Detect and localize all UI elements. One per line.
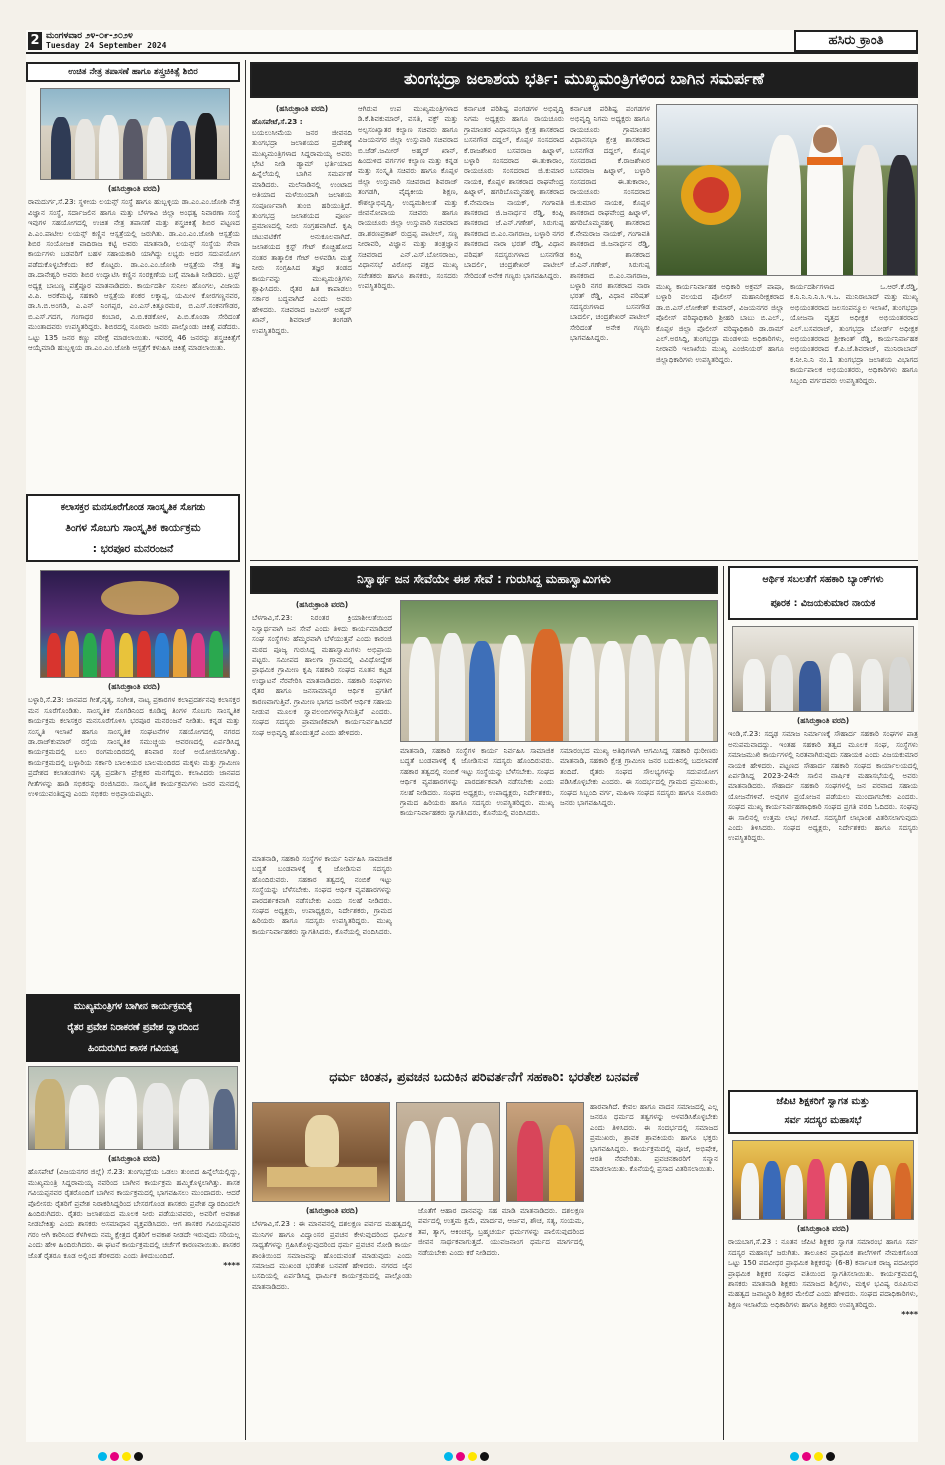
main-headline: ತುಂಗಭದ್ರಾ ಜಲಾಶಯ ಭರ್ತಿ: ಮುಖ್ಯಮಂತ್ರಿಗಳಿಂದ ಬಾಗಿನ ಸಮರ್ಪಣೆ (250, 62, 918, 98)
main-body-col1: (ಹಸಿರುಕ್ರಾಂತಿ ವರದಿ) ಹೊಸಪೇಟೆ,ಸೆ.23 : ಬಯಲುಸೀಮೆಯ ಜನರ ಜೀವನದಿ ತುಂಗಭದ್ರಾ ಜಲಾಶಯದ ಪ್ರದೇಶಕ್ಕೆ ಮುಖ್ಯಮಂತ್ರಿಗಳಾದ ಸಿದ್ದರಾಮಯ್ಯ ಅವರು ಭೇಟಿ ನೀಡಿ ಡ್ಯಾಮ್ ಭರ್ತಿಯಾದ ಹಿನ್ನೆಲೆಯಲ್ಲಿ ಬಾಗಿನ ಸಮರ್ಪಣೆ ಮಾಡಿದರು. ಮಲೆನಾಡಿನಲ್ಲಿ ಉಂಟಾದ ಅತಿಯಾದ ಮಳೆಯಿಂದಾಗಿ ಜಲಾಶಯ ಸಂಪೂರ್ಣವಾಗಿ ತುಂಬಿ ಹರಿಯುತ್ತಿದೆ. ತುಂಗಭದ್ರ ಜಲಾಶಯದ ಪೂರ್ಣ ಪ್ರಮಾಣದಲ್ಲಿ ನೀರು ಸಂಗ್ರಹವಾಗಿದೆ. ಕೃಷಿ ಚಟುವಟಿಕೆಗೆ ಅನುಕೂಲವಾಗಿದೆ. ಜಲಾಶಯದ ಕ್ರಸ್ಟ್ ಗೇಟ್ ಕೊಚ್ಚಿಹೋದ ನಂತರ ತಾತ್ಕಾಲಿಕ ಗೇಟ್ ಅಳವಡಿಸಿ ಮತ್ತೆ ನೀರು ಸಂಗ್ರಹಿಸಿದ ತಜ್ಞರ ತಂಡದ ಕಾರ್ಯವನ್ನು ಮುಖ್ಯಮಂತ್ರಿಗಳು ಶ್ಲಾಘಿಸಿದರು. ರೈತರ ಹಿತ ಕಾಪಾಡಲು ಸರ್ಕಾರ ಬದ್ಧವಾಗಿದೆ ಎಂದು ಅವರು ಹೇಳಿದರು. ಸಚಿವರಾದ ಜಮೀರ್ ಅಹ್ಮದ್ ಖಾನ್, ಶಿವರಾಜ್ ತಂಗಡಗಿ ಉಪಸ್ಥಿತರಿದ್ದರು. (252, 104, 352, 335)
dharma-body-col3: ಹಾರವಾಗಿದೆ. ಕೇವಲ ಹಾಗೂ ವಾದನ ಸಮಾಜದಲ್ಲಿ ಎಲ್ಲ ಜನರೂ ಧರ್ಮದ ತತ್ವಗಳನ್ನು ಅಳವಡಿಸಿಕೊಳ್ಳಬೇಕು ಎಂದು ತಿಳಿಸಿದರು. ಈ ಸಂದರ್ಭದಲ್ಲಿ ಸಮಾಜದ ಪ್ರಮುಖರು, ಶ್ರಾವಕ ಶ್ರಾವಕಿಯರು ಹಾಗೂ ಭಕ್ತರು ಭಾಗವಹಿಸಿದ್ದರು. ಕಾರ್ಯಕ್ರಮದಲ್ಲಿ ಪೂಜೆ, ಅಭಿಷೇಕ, ಆರತಿ ನೆರವೇರಿತು. ಪ್ರವಚನಕಾರರಿಗೆ ಸನ್ಮಾನ ಮಾಡಲಾಯಿತು. ಕೊನೆಯಲ್ಲಿ ಪ್ರಸಾದ ವಿತರಿಸಲಾಯಿತು. (590, 1102, 718, 1174)
bank-meeting-photo (732, 626, 914, 712)
dharma-photo-right (506, 1102, 584, 1202)
dharma-photo-left (252, 1102, 390, 1202)
eye-camp-headline: ಉಚಿತ ನೇತ್ರ ತಪಾಸಣೆ ಹಾಗೂ ಶಸ್ತ್ರಚಿಕಿತ್ಸೆ ಶಿಬಿರ (26, 62, 240, 82)
dharma-body-col2: ಜೊತೆಗೆ ಆಹಾರ ದಾನವನ್ನು ಸಹ ಮಾಡಿ ಮಾತನಾಡಿದರು. ದಶಲಕ್ಷಣ ಪರ್ವದಲ್ಲಿ ಉತ್ತಮ ಕ್ಷಮೆ, ಮಾರ್ದವ, ಆರ್ಜವ, ಶೌಚ, ಸತ್ಯ, ಸಂಯಮ, ತಪ, ತ್ಯಾಗ, ಆಕಿಂಚನ್ಯ, ಬ್ರಹ್ಮಚರ್ಯ ಧರ್ಮಗಳನ್ನು ಪಾಲಿಸುವುದರಿಂದ ಜೀವನ ಸಾರ್ಥಕವಾಗುತ್ತದೆ. ಯುವಜನಾಂಗ ಧರ್ಮದ ಮಾರ್ಗದಲ್ಲಿ ನಡೆಯಬೇಕು ಎಂದು ಕರೆ ನೀಡಿದರು. (418, 1206, 584, 1257)
main-body-col4: ಮುಖ್ಯ ಕಾರ್ಯನಿರ್ವಾಹಕ ಅಧಿಕಾರಿ ಅಕ್ರಮ್ ಪಾಷಾ, ಬಳ್ಳಾರಿ ವಲಯದ ಪೊಲೀಸ್ ಮಹಾನಿರೀಕ್ಷಕರಾದ ಡಾ.ಬಿ.ಎಸ್.ಲೋಕೇಶ್ ಕುಮಾರ್, ವಿಜಯನಗರ ಜಿಲ್ಲಾ ಪೊಲೀಸ್ ವರಿಷ್ಠಾಧಿಕಾರಿ ಶ್ರೀಹರಿ ಬಾಬು ಬಿ.ಎಲ್., ಕೊಪ್ಪಳ ಜಿಲ್ಲಾ ಪೊಲೀಸ್ ವರಿಷ್ಠಾಧಿಕಾರಿ ಡಾ.ರಾಮ್ ಎಲ್.ಅರಸಿದ್ದಿ, ತುಂಗಭದ್ರಾ ಮಂಡಳಿಯ ಅಧಿಕಾರಿಗಳು, ನೀರಾವರಿ ಇಲಾಖೆಯ ಮುಖ್ಯ ಎಂಜಿನಿಯರ್ ಹಾಗೂ ಜಿಲ್ಲಾಧಿಕಾರಿಗಳು ಉಪಸ್ಥಿತರಿದ್ದರು. (656, 282, 784, 364)
paper-name: ಹಸಿರು ಕ್ರಾಂತಿ (794, 30, 918, 52)
cm-bagina-body: (ಹಸಿರುಕ್ರಾಂತಿ ವರದಿ) ಹೊಸಪೇಟೆ (ವಿಜಯನಗರ ಜಿಲ್ಲೆ) ಸೆ.23: ತುಂಗಭದ್ರೆಯ ಒಡಲು ತುಂಬಿದ ಹಿನ್ನೆಲೆಯಲ್ಲಿದ್ದು, ಮುಖ್ಯಮಂತ್ರಿ ಸಿದ್ದರಾಮಯ್ಯ ನವರಿಂದ ಬಾಗೀನ ಕಾರ್ಯಕ್ರಮ ಹಮ್ಮಿಕೊಳ್ಳಲಾಗಿತ್ತು. ಶಾಸಕ ಗವಿಯಪ್ಪನವರ ರೈತರೊಂದಿಗೆ ಬಾಗೀನ ಕಾರ್ಯಕ್ರಮದಲ್ಲಿ ಭಾಗವಹಿಸಲು ಮುಂದಾದರು. ಆದರೆ ಪೊಲೀಸರು ರೈತರಿಗೆ ಪ್ರವೇಶ ನಿರಾಕರಿಸಿದ್ದರಿಂದ ಬೇಸರಗೊಂಡ ಶಾಸಕರು ಪ್ರವೇಶ ದ್ವಾರದಿಂದಲೇ ಹಿಂದಿರುಗಿದರು. ರೈತರು ಜಲಾಶಯದ ಮೂಲಕ ನೀರು ಪಡೆಯುವವರು, ಅವರಿಗೆ ಅವಕಾಶ ನೀಡಬೇಕಿತ್ತು ಎಂದು ಶಾಸಕರು ಅಸಮಾಧಾನ ವ್ಯಕ್ತಪಡಿಸಿದರು. ಆಗ ಶಾಸಕರ ಗವಿಯಪ್ಪನವರ ಗರಂ ಆಗಿ ಕಾರಿನಿಂದ ಕೆಳಗಿಳಿದು ನಮ್ಮ ಕ್ಷೇತ್ರದ ರೈತರಿಗೆ ಅವಕಾಶ ನೀಡದೇ ಇರುವುದು ಸರಿಯಲ್ಲ ಎಂದು ಹೇಳಿ ಹಿಂದಿರುಗಿದರು. ಈ ಘಟನೆ ಕಾರ್ಯಕ್ರಮದಲ್ಲಿ ಚರ್ಚೆಗೆ ಕಾರಣವಾಯಿತು. ಶಾಸಕರ ಜೊತೆ ರೈತರೂ ಕೂಡ ಅಲ್ಲಿಂದ ತೆರಳಿದರು ಎಂದು ತಿಳಿದುಬಂದಿದೆ. **** (28, 1154, 240, 1271)
dharma-photo-mid (396, 1102, 500, 1202)
teachers-stage-photo (732, 1140, 914, 1220)
seer-headline: ನಿಸ್ವಾರ್ಥ ಜನ ಸೇವೆಯೇ ಈಶ ಸೇವೆ : ಗುರುಸಿದ್ದ ಮಹಾಸ್ವಾಮಿಗಳು (250, 566, 718, 594)
section-rule (250, 560, 918, 561)
culture-headline: ಕಲಾಸಕ್ತರ ಮನಸೂರೆಗೊಂಡ ಸಾಂಸ್ಕೃತಿಕ ಸೊಗಡು ತಿಂಗಳ ಸೊಬಗು ಸಾಂಸ್ಕೃತಿಕ ಕಾರ್ಯಕ್ರಮ : ಭರಪೂರ ಮನರಂಜನೆ (26, 494, 240, 562)
seer-group-photo (400, 600, 718, 742)
main-body-col2: ಆಗಿರುವ ಉಪ ಮುಖ್ಯಮಂತ್ರಿಗಳಾದ ಡಿ.ಕೆ.ಶಿವಕುಮಾರ್, ವಸತಿ, ವಕ್ಫ್ ಮತ್ತು ಅಲ್ಪಸಂಖ್ಯಾತರ ಕಲ್ಯಾಣ ಸಚಿವರು ಹಾಗೂ ವಿಜಯನಗರ ಜಿಲ್ಲಾ ಉಸ್ತುವಾರಿ ಸಚಿವರಾದ ಬಿ.ಜೆಡ್.ಜಮೀರ್ ಅಹ್ಮದ್ ಖಾನ್, ಹಿಂದುಳಿದ ವರ್ಗಗಳ ಕಲ್ಯಾಣ ಮತ್ತು ಕನ್ನಡ ಮತ್ತು ಸಂಸ್ಕೃತಿ ಸಚಿವರು ಹಾಗೂ ಕೊಪ್ಪಳ ಜಿಲ್ಲಾ ಉಸ್ತುವಾರಿ ಸಚಿವರಾದ ಶಿವರಾಜ್ ತಂಗಡಗಿ, ವೈದ್ಯಕೀಯ ಶಿಕ್ಷಣ, ಕೌಶಲ್ಯಾಭಿವೃದ್ಧಿ, ಉದ್ಯಮಶೀಲತೆ ಮತ್ತು ಜೀವನೋಪಾಯ ಸಚಿವರು ಹಾಗೂ ರಾಯಚೂರು ಜಿಲ್ಲಾ ಉಸ್ತುವಾರಿ ಸಚಿವರಾದ ಡಾ.ಶರಣಪ್ರಕಾಶ್ ರುದ್ರಪ್ಪ ಪಾಟೀಲ್, ಸಣ್ಣ ನೀರಾವರಿ, ವಿಜ್ಞಾನ ಮತ್ತು ತಂತ್ರಜ್ಞಾನ ಸಚಿವರಾದ ಎನ್.ಎಸ್.ಬೋಸರಾಜು, ವಿಧಾನಸಭೆ ವಿರೋಧ ಪಕ್ಷದ ಮುಖ್ಯ ಸಚೇತಕರು ಹಾಗೂ ಶಾಸಕರು, ಸಂಸದರು ಉಪಸ್ಥಿತರಿದ್ದರು. (358, 104, 458, 290)
cm-bagina-headline: ಮುಖ್ಯಮಂತ್ರಿಗಳ ಬಾಗೀನ ಕಾರ್ಯಕ್ರಮಕ್ಕೆ ರೈತರ ಪ್ರವೇಶ ನಿರಾಕರಣೆ ಪ್ರವೇಶ ದ್ವಾರದಿಂದ ಹಿಂದುರುಗಿದ ಶಾಸಕ ಗವಿಯಪ್ಪ (26, 994, 240, 1062)
seer-body-col2: ಮಾತನಾಡಿ, ಸಹಕಾರಿ ಸಂಸ್ಥೆಗಳ ಕಾರ್ಯ ನಿರ್ವಹಿಸಿ ಸಾಮಾಜಿಕ ಬದ್ಧತೆ ಬಂಡವಾಳಕ್ಕೆ ಕೈ ಜೋಡಿಸುವ ಸದಸ್ಯರು ಹೊಂದಿರುವರು. ಸಹಕಾರ ತತ್ವದಲ್ಲಿ ನಂಬಿಕೆ ಇಟ್ಟು ಸಂಸ್ಥೆಯನ್ನು ಬೆಳೆಸಬೇಕು. ಸಂಘದ ಆರ್ಥಿಕ ವ್ಯವಹಾರಗಳನ್ನು ಪಾರದರ್ಶಕವಾಗಿ ನಡೆಸಬೇಕು ಎಂದು ಸಲಹೆ ನೀಡಿದರು. ಸಂಘದ ಅಧ್ಯಕ್ಷರು, ಉಪಾಧ್ಯಕ್ಷರು, ನಿರ್ದೇಶಕರು, ಗ್ರಾಮದ ಹಿರಿಯರು ಹಾಗೂ ಸದಸ್ಯರು ಉಪಸ್ಥಿತರಿದ್ದರು. ಮುಖ್ಯ ಕಾರ್ಯನಿರ್ವಾಹಕರು ಸ್ವಾಗತಿಸಿದರು, ಕೊನೆಯಲ್ಲಿ ವಂದಿಸಿದರು. (400, 746, 554, 818)
main-body-col5: ಕಾರ್ಯದರ್ಶಿಗಳಾದ ಒ.ಆರ್.ಕೆ.ರೆಡ್ಡಿ, ಕ.ನಿ.ನಿ.ನಿ.ನಿ.ಸಿ.ಇ.ಒ. ಮುನಿರಾಬಾದ್ ಮತ್ತು ಮುಖ್ಯ ಅಭಿಯಂತರರಾದ ಜಲಸಂಪನ್ಮೂಲ ಇಲಾಖೆ, ತುಂಗಭದ್ರಾ ಯೋಜನಾ ವೃತ್ತದ ಅಧೀಕ್ಷಕ ಅಭಿಯಂತರರಾದ ಎಲ್.ಬಸವರಾಜ್, ತುಂಗಭದ್ರಾ ಬೋರ್ಡ್ ಅಧೀಕ್ಷಕ ಅಭಿಯಂತರರಾದ ಶ್ರೀಕಾಂತ್ ರೆಡ್ಡಿ, ಕಾರ್ಯನಿರ್ವಾಹಕ ಅಭಿಯಂತರರಾದ ಕೆ.ಪಿ.ಜೆ.ಶಿವರಾಜ್, ಮುನಿರಾಬಾದ್ ಕ.ನೀ.ನಿ.ನಿ ನಂ.1 ತುಂಗಭದ್ರಾ ಜಲಾಶಯ ವಿಭಾಗದ ಕಾರ್ಯಪಾಲಕ ಅಭಿಯಂತರರು, ಅಧಿಕಾರಿಗಳು ಹಾಗೂ ಸಿಬ್ಬಂದಿ ವರ್ಗದವರು ಉಪಸ್ಥಿತರಿದ್ದರು. (790, 282, 918, 385)
culture-body: (ಹಸಿರುಕ್ರಾಂತಿ ವರದಿ) ಬಳ್ಳಾರಿ,ಸೆ.23: ಜಾನಪದ ಗೀತೆ,ನೃತ್ಯ, ಸಂಗೀತ, ನಾಟ್ಯ ಪ್ರಕಾರಗಳ ಕಲಾಪ್ರದರ್ಶನವು ಕಲಾಸಕ್ತರ ಮನ ಸೂರೆಗೊಂಡಿತು. ಸಾಂಸ್ಕೃತಿಕ ಸೊಗಡಿನಿಂದ ಕೂಡಿದ್ದ ತಿಂಗಳ ಸೊಬಗು ಸಾಂಸ್ಕೃತಿಕ ಕಾರ್ಯಕ್ರಮ ಕಲಾಸಕ್ತರ ಮನಸೂರೆಗೊಳಿಸಿ ಭರಪೂರ ಮನರಂಜನೆ ನೀಡಿತು. ಕನ್ನಡ ಮತ್ತು ಸಂಸ್ಕೃತಿ ಇಲಾಖೆ ಹಾಗೂ ಸಾಂಸ್ಕೃತಿಕ ಸಂಘಟನೆಗಳ ಸಹಯೋಗದಲ್ಲಿ ನಗರದ ಡಾ.ರಾಜ್‍ಕುಮಾರ್ ರಸ್ತೆಯ ಸಾಂಸ್ಕೃತಿಕ ಸಮುಚ್ಚಯ ಆವರಣದಲ್ಲಿ ಏರ್ಪಡಿಸಿದ್ದ ಕಾರ್ಯಕ್ರಮದಲ್ಲಿ ಬಲು ರಂಗಮಂದಿರದಲ್ಲಿ ಶನಿವಾರ ಸಂಜೆ ಅಯೋಜಿಸಲಾಗಿತ್ತು. ಕಾರ್ಯಕ್ರಮದಲ್ಲಿ ಬಳ್ಳಾರಿಯ ಸರ್ಕಾರಿ ಬಾಲಕಿಯರ ಬಾಲಮಂದಿರದ ಮಕ್ಕಳು ಮತ್ತು ಗ್ರಾಮೀಣ ಪ್ರದೇಶದ ಕಲಾತಂಡಗಳು ನೃತ್ಯ ಪ್ರದರ್ಶಿಸಿ ಪ್ರೇಕ್ಷಕರ ಮನಗೆದ್ದರು. ಕಲಾವಿದರು ಜಾನಪದ ಗೀತೆಗಳನ್ನು ಹಾಡಿ ಸಭಿಕರನ್ನು ರಂಜಿಸಿದರು. ಸಾಂಸ್ಕೃತಿಕ ಕಾರ್ಯಕ್ರಮಗಳು ಜನರ ಮನದಲ್ಲಿ ಉಳಿಯುವಂತಿದ್ದವು ಎಂದು ಸಭಿಕರು ಅಭಿಪ್ರಾಯಪಟ್ಟರು. (28, 682, 240, 799)
dance-stage-photo (40, 570, 230, 678)
newspaper-page (26, 30, 918, 1442)
date-kannada: ಮಂಗಳವಾರ ೨೪-೦೯-೨೦೨೪ (46, 31, 133, 41)
page-number: 2 (28, 32, 42, 50)
seer-body-col1: (ಹಸಿರುಕ್ರಾಂತಿ ವರದಿ) ಬೆಳಗಾವಿ,ಸೆ.23: ನಿರಂತರ ಕ್ರಿಯಾಶೀಲತೆಯಿಂದ ನಿಸ್ವಾರ್ಥವಾಗಿ ಜನ ಸೇವೆ ಎಂದು ತಿಳಿದು ಕಾರ್ಯಮಾಡಿದರೆ ಸಂಘ ಸಂಸ್ಥೆಗಳು ಹೆಮ್ಮರವಾಗಿ ಬೆಳೆಯುತ್ತವೆ ಎಂದು ಕಾರಂಜಿ ಮಠದ ಪೂಜ್ಯ ಗುರುಸಿದ್ದ ಮಹಾಸ್ವಾಮಿಗಳು ಅಭಿಪ್ರಾಯ ಪಟ್ಟರು. ಸಮೀಪದ ಹಾಲಗಾ ಗ್ರಾಮದಲ್ಲಿ ವಿವಿಧೋದ್ದೇಶ ಪ್ರಾಥಮಿಕ ಗ್ರಾಮೀಣ ಕೃಷಿ ಸಹಕಾರಿ ಸಂಘದ ನೂತನ ಕಟ್ಟಡ ಉದ್ಘಾಟನೆ ನೆರವೇರಿಸಿ ಮಾತನಾಡಿದರು. ಸಹಕಾರಿ ಸಂಘಗಳು ರೈತರ ಹಾಗೂ ಜನಸಾಮಾನ್ಯರ ಆರ್ಥಿಕ ಪ್ರಗತಿಗೆ ಕಾರಣವಾಗುತ್ತಿವೆ. ಗ್ರಾಮೀಣ ಭಾಗದ ಜನರಿಗೆ ಆರ್ಥಿಕ ಸಹಾಯ ನೀಡುವ ಮೂಲಕ ಸ್ವಾವಲಂಬಿಗಳನ್ನಾಗಿಸುತ್ತಿವೆ ಎಂದರು. ಸಂಘದ ಸದಸ್ಯರು ಪ್ರಾಮಾಣಿಕವಾಗಿ ಕಾರ್ಯನಿರ್ವಹಿಸಿದರೆ ಸಂಘ ಅಭಿವೃದ್ಧಿ ಹೊಂದುತ್ತದೆ ಎಂದು ಹೇಳಿದರು. (252, 600, 392, 737)
seer-body-col1b: ಮಾತನಾಡಿ, ಸಹಕಾರಿ ಸಂಸ್ಥೆಗಳ ಕಾರ್ಯ ನಿರ್ವಹಿಸಿ ಸಾಮಾಜಿಕ ಬದ್ಧತೆ ಬಂಡವಾಳಕ್ಕೆ ಕೈ ಜೋಡಿಸುವ ಸದಸ್ಯರು ಹೊಂದಿರುವರು. ಸಹಕಾರ ತತ್ವದಲ್ಲಿ ನಂಬಿಕೆ ಇಟ್ಟು ಸಂಸ್ಥೆಯನ್ನು ಬೆಳೆಸಬೇಕು. ಸಂಘದ ಆರ್ಥಿಕ ವ್ಯವಹಾರಗಳನ್ನು ಪಾರದರ್ಶಕವಾಗಿ ನಡೆಸಬೇಕು ಎಂದು ಸಲಹೆ ನೀಡಿದರು. ಸಂಘದ ಅಧ್ಯಕ್ಷರು, ಉಪಾಧ್ಯಕ್ಷರು, ನಿರ್ದೇಶಕರು, ಗ್ರಾಮದ ಹಿರಿಯರು ಹಾಗೂ ಸದಸ್ಯರು ಉಪಸ್ಥಿತರಿದ್ದರು. ಮುಖ್ಯ ಕಾರ್ಯನಿರ್ವಾಹಕರು ಸ್ವಾಗತಿಸಿದರು, ಕೊನೆಯಲ್ಲಿ ವಂದಿಸಿದರು. (252, 854, 392, 936)
registration-marks-right (790, 1446, 850, 1456)
right-column-rule (723, 566, 724, 1440)
bank-body: (ಹಸಿರುಕ್ರಾಂತಿ ವರದಿ) ಇಂಡಿ,ಸೆ.23: ಸದೃಢ ಸಮಾಜ ನಿರ್ಮಾಣಕ್ಕೆ ಸೌಹಾರ್ದ ಸಹಕಾರಿ ಸಂಘಗಳ ಪಾತ್ರ ಅನುಪಮವಾದದ್ದು. ಇಂತಹ ಸಹಕಾರಿ ತತ್ವದ ಮೂಲಕ ಸಂಘ, ಸಂಸ್ಥೆಗಳು ಸಮಾಜಮುಖಿ ಕಾರ್ಯಗಳಲ್ಲಿ ನಿರತವಾಗಿರುವುದು ಸಹಾಯಕ ಎಂದು ವಿಜಯಕುಮಾರ ನಾಯಕ ಹೇಳಿದರು. ಪಟ್ಟಣದ ಸೌಹಾರ್ದ ಸಹಕಾರಿ ಸಂಘದ ಕಾರ್ಯಾಲಯದಲ್ಲಿ ಏರ್ಪಡಿಸಿದ್ದ 2023-24ನೇ ಸಾಲಿನ ವಾರ್ಷಿಕ ಮಹಾಸಭೆಯಲ್ಲಿ ಅವರು ಮಾತನಾಡಿದರು. ಸೌಹಾರ್ದ ಸಹಕಾರಿ ಸಂಘಗಳಲ್ಲಿ ಜನ ಪರವಾದ ಸಹಾಯ ಯೋಜನೆಗಳಿವೆ. ಅವುಗಳ ಪ್ರಯೋಜನ ಪಡೆಯಲು ಮುಂದಾಗಬೇಕು ಎಂದರು. ಸಂಘದ ಮುಖ್ಯ ಕಾರ್ಯನಿರ್ವಹಣಾಧಿಕಾರಿ ಸಂಘದ ಪ್ರಗತಿ ವರದಿ ಓದಿದರು. ಸಂಘವು ಈ ಸಾಲಿನಲ್ಲಿ ಉತ್ತಮ ಲಾಭ ಗಳಿಸಿದೆ. ಸದಸ್ಯರಿಗೆ ಲಾಭಾಂಶ ವಿತರಿಸಲಾಗುವುದು ಎಂದು ತಿಳಿಸಿದರು. ಸಂಘದ ಅಧ್ಯಕ್ಷರು, ನಿರ್ದೇಶಕರು ಹಾಗೂ ಸದಸ್ಯರು ಉಪಸ್ಥಿತರಿದ್ದರು. (728, 716, 918, 843)
eye-camp-body: (ಹಸಿರುಕ್ರಾಂತಿ ವರದಿ) ರಾಮದುರ್ಗ,ಸೆ.23: ಸ್ಥಳೀಯ ಲಯನ್ಸ್ ಸಂಸ್ಥೆ ಹಾಗೂ ಹುಬ್ಬಳ್ಳಿಯ ಡಾ.ಎಂ.ಎಂ.ಜೋಶಿ ನೇತ್ರ ವಿಜ್ಞಾನ ಸಂಸ್ಥೆ, ಸರ್ದಾಜಲಿನ ಹಾಗೂ ಮತ್ತು ಬೆಳಗಾವಿ ಜಿಲ್ಲಾ ಅಂಧತ್ವ ನಿವಾರಣಾ ಸಂಸ್ಥೆ ಇವುಗಳ ಸಹಯೋಗದಲ್ಲಿ ಉಚಿತ ನೇತ್ರ ತಪಾಸಣೆ ಮತ್ತು ಶಸ್ತ್ರಚಿಕಿತ್ಸೆ ಶಿಬಿರ ಪಟ್ಟಣದ ಪಿ.ಎಂ.ಪಾಟೀಲ ಲಯನ್ಸ್ ಕಣ್ಣಿನ ಆಸ್ಪತ್ರೆಯಲ್ಲಿ ಜರುಗಿತು. ಡಾ.ಎಂ.ಎಂ.ಜೋಶಿ ಆಸ್ಪತ್ರೆಯ ಶಿಬಿರ ಸಂಯೋಜಕ ವಾದಿರಾಜ ಕಟ್ಟಿ ಅವರು ಮಾತನಾಡಿ, ಲಯನ್ಸ್ ಸಂಸ್ಥೆಯ ಸೇವಾ ಕಾರ್ಯಗಳು ಬಡವರಿಗೆ ಬಹಳ ಸಹಾಯಕಾರಿ ಯಾಗಿದ್ದು ಲಭ್ಯರು ಅದರ ಸದುಪಯೋಗ ಪಡೆದುಕೊಳ್ಳಬೇಕೆಂದು ಕರೆ ಕೊಟ್ಟರು. ಡಾ.ಎಂ.ಎಂ.ಜೋಶಿ ಆಸ್ಪತ್ರೆಯ ನೇತ್ರ ತಜ್ಞ ಡಾ.ದಾನೇಶ್ವರಿ ಅವರು ಶಿಬಿರ ಉದ್ಘಾಟಿಸಿ ಕಣ್ಣಿನ ಸಂರಕ್ಷಣೆಯ ಬಗ್ಗೆ ಮಾಹಿತಿ ನೀಡಿದರು. ಟ್ರಸ್ಟ್ ಅಧ್ಯಕ್ಷ ಬಾಬಣ್ಣ ಪತ್ತೆಪ್ಪೂರ ಮಾತನಾಡಿದರು. ಕಾರ್ಯದರ್ಶಿ ಸುನೀಲ ಹೊಂಗಲ, ವಿಜಾಯ ವಿ.ಪಿ. ಅರಕೆಮಟ್ಟಿ, ಸಹಕಾರಿ ಆಸ್ಪತ್ರೆಯ ಶಂಕರ ಲಕ್ಕಾಪ್ಪ, ಯಮೀಳ ಕೋರಗಣ್ಣನವರ, ಡಾ.ಸಿ.ಬಿ.ಅಂಗಡಿ, ಎ.ಎನ್ ನಿಂಗಪ್ಪರ, ಎಂ.ಎಸ್.ಕಿತ್ತೂರಮಠ, ಬಿ.ಎಸ್.ಸಂಕನಗೌಡರ, ಬಿ.ಎಸ್.ಗದಗ, ಗಂಗಾಧರ ಕಂಬಾರ, ವಿ.ಬಿ.ಕಡಕೋಳ, ಪಿ.ಬಿ.ಕೊಂಡಾ ಸೇರಿದಂತೆ ಮುಂತಾದವರು ಉಪಸ್ಥಿತರಿದ್ದರು. ಶಿಬಿರದಲ್ಲಿ ನೂರಾರು ಜನರು ಪಾಲ್ಗೊಂಡು ಚಿಕಿತ್ಸೆ ಪಡೆದರು. ಒಟ್ಟು 135 ಜನರ ಕಣ್ಣು ಪರೀಕ್ಷೆ ಮಾಡಲಾಯಿತು. ಇವರಲ್ಲಿ 46 ಜನರನ್ನು ಶಸ್ತ್ರಚಿಕಿತ್ಸೆಗೆ ಆಯ್ಕೆಮಾಡಿ ಹುಬ್ಬಳ್ಳಿಯ ಡಾ.ಎಂ.ಎಂ.ಜೋಶಿ ಆಸ್ಪತ್ರೆಗೆ ಕಳುಹಿಸಿ ಚಿಕಿತ್ಸೆ ಮಾಡಲಾಯಿತು. (28, 184, 240, 353)
mla-protest-photo (28, 1066, 238, 1150)
dharma-headline: ಧರ್ಮ ಚಿಂತನ, ಪ್ರವಚನ ಬದುಕಿನ ಪರಿವರ್ತನೆಗೆ ಸಹಕಾರಿ: ಭರತೇಶ ಬನವಣೆ (329, 1069, 639, 1084)
date-english: Tuesday 24 September 2024 (46, 41, 167, 50)
registration-marks-left (98, 1446, 158, 1456)
masthead (26, 30, 918, 54)
seer-body-col3: ಸಮಾರಂಭದ ಮುಖ್ಯ ಅತಿಥಿಗಳಾಗಿ ಆಗಮಿಸಿದ್ದ ಸಹಕಾರಿ ಧುರೀಣರು ಮಾತನಾಡಿ, ಸಹಕಾರಿ ಕ್ಷೇತ್ರ ಗ್ರಾಮೀಣ ಜನರ ಬದುಕಿನಲ್ಲಿ ಬದಲಾವಣೆ ತಂದಿದೆ. ರೈತರು ಸಂಘದ ಸೌಲಭ್ಯಗಳನ್ನು ಸದುಪಯೋಗ ಪಡಿಸಿಕೊಳ್ಳಬೇಕು ಎಂದರು. ಈ ಸಂದರ್ಭದಲ್ಲಿ ಗ್ರಾಮದ ಪ್ರಮುಖರು, ಸಂಘದ ಸಿಬ್ಬಂದಿ ವರ್ಗ, ಮಹಿಳಾ ಸಂಘದ ಸದಸ್ಯರು ಹಾಗೂ ನೂರಾರು ಜನರು ಭಾಗವಹಿಸಿದ್ದರು. (560, 746, 718, 808)
main-body-col-mid: ಕರ್ನಾಟಕ ಪರಿಶಿಷ್ಟ ಪಂಗಡಗಳ ಅಭಿವೃದ್ಧಿ ನಿಗಮ ಅಧ್ಯಕ್ಷರು ಹಾಗೂ ರಾಯಚೂರು ಗ್ರಾಮಾಂತರ ವಿಧಾನಸಭಾ ಕ್ಷೇತ್ರ ಶಾಸಕರಾದ ಬಸನಗೌಡ ದದ್ದಲ್, ಕೊಪ್ಪಳ ಸಂಸದರಾದ ಕೆ.ರಾಜಶೇಖರ ಬಸವರಾಜ ಹಿಟ್ನಾಳ್, ಬಳ್ಳಾರಿ ಸಂಸದರಾದ ಈ.ತುಕಾರಾಂ, ರಾಯಚೂರು ಸಂಸದರಾದ ಜಿ.ಕುಮಾರ ನಾಯಕ, ಕೊಪ್ಪಳ ಶಾಸಕರಾದ ರಾಘವೇಂದ್ರ ಹಿಟ್ನಾಳ್, ಹಗರಿಬೊಮ್ಮನಹಳ್ಳಿ ಶಾಸಕರಾದ ಕೆ.ನೇಮರಾಜ ನಾಯಕ್, ಗಂಗಾವತಿ ಶಾಸಕರಾದ ಜಿ.ಜನಾರ್ಧನ ರೆಡ್ಡಿ, ಕಂಪ್ಲಿ ಶಾಸಕರಾದ ಜೆ.ಎನ್.ಗಣೇಶ್, ಸಿರುಗುಪ್ಪ ಶಾಸಕರಾದ ಬಿ.ಎಂ.ನಾಗರಾಜ, ಬಳ್ಳಾರಿ ನಗರ ಶಾಸಕರಾದ ನಾರಾ ಭರತ್ ರೆಡ್ಡಿ, ವಿಧಾನ ಪರಿಷತ್ ಸದಸ್ಯರುಗಳಾದ ಬಸನಗೌಡ ಬಾದರ್ಲಿ, ಚಂದ್ರಶೇಖರ್ ಪಾಟೀಲ್ ಸೇರಿದಂತೆ ಅನೇಕ ಗಣ್ಯರು ಭಾಗವಹಿಸಿದ್ದರು. (570, 104, 650, 342)
bank-headline: ಆರ್ಥಿಕ ಸಬಲತೆಗೆ ಸಹಕಾರಿ ಬ್ಯಾಂಕ್‍ಗಳು ಪೂರಕ : ವಿಜಯಕುಮಾರ ನಾಯಕ (728, 566, 918, 620)
registration-marks-center (444, 1446, 504, 1456)
main-body-col3: ಕರ್ನಾಟಕ ಪರಿಶಿಷ್ಟ ಪಂಗಡಗಳ ಅಭಿವೃದ್ಧಿ ನಿಗಮ ಅಧ್ಯಕ್ಷರು ಹಾಗೂ ರಾಯಚೂರು ಗ್ರಾಮಾಂತರ ವಿಧಾನಸಭಾ ಕ್ಷೇತ್ರ ಶಾಸಕರಾದ ಬಸನಗೌಡ ದದ್ದಲ್, ಕೊಪ್ಪಳ ಸಂಸದರಾದ ಕೆ.ರಾಜಶೇಖರ ಬಸವರಾಜ ಹಿಟ್ನಾಳ್, ಬಳ್ಳಾರಿ ಸಂಸದರಾದ ಈ.ತುಕಾರಾಂ, ರಾಯಚೂರು ಸಂಸದರಾದ ಜಿ.ಕುಮಾರ ನಾಯಕ, ಕೊಪ್ಪಳ ಶಾಸಕರಾದ ರಾಘವೇಂದ್ರ ಹಿಟ್ನಾಳ್, ಹಗರಿಬೊಮ್ಮನಹಳ್ಳಿ ಶಾಸಕರಾದ ಕೆ.ನೇಮರಾಜ ನಾಯಕ್, ಗಂಗಾವತಿ ಶಾಸಕರಾದ ಜಿ.ಜನಾರ್ಧನ ರೆಡ್ಡಿ, ಕಂಪ್ಲಿ ಶಾಸಕರಾದ ಜೆ.ಎನ್.ಗಣೇಶ್, ಸಿರುಗುಪ್ಪ ಶಾಸಕರಾದ ಬಿ.ಎಂ.ನಾಗರಾಜ, ಬಳ್ಳಾರಿ ನಗರ ಶಾಸಕರಾದ ನಾರಾ ಭರತ್ ರೆಡ್ಡಿ, ವಿಧಾನ ಪರಿಷತ್ ಸದಸ್ಯರುಗಳಾದ ಬಸನಗೌಡ ಬಾದರ್ಲಿ, ಚಂದ್ರಶೇಖರ್ ಪಾಟೀಲ್ ಸೇರಿದಂತೆ ಅನೇಕ ಗಣ್ಯರು ಭಾಗವಹಿಸಿದ್ದರು. (464, 104, 564, 280)
eye-camp-photo (40, 88, 230, 180)
dharma-body-col1: (ಹಸಿರುಕ್ರಾಂತಿ ವರದಿ) ಬೆಳಗಾವಿ,ಸೆ.23 : ಈ ಮಾನವನಲ್ಲಿ ದಶಲಕ್ಷಣ ಪರ್ವದ ಮಹತ್ವದಲ್ಲಿ ಮುನಿಗಳ ಹಾಗೂ ವಿದ್ವಾಂಸರ ಪ್ರವಚನ ಕೇಳುವುದರಿಂದ ಧರ್ಮಿಕ ಸಾಧ್ಯತೆಗಳನ್ನು ಗ್ರಹಿಸಿಕೊಳ್ಳುವುದರಿಂದ ಧರ್ಮ ಪ್ರವಚನ ನೋಡಿ ಕಾರ್ಯ ಶಾಂತಿಯಿಂದ ಸಮಾಜವನ್ನು ಹೊಂದುವಂತೆ ಮಾಡುವುದು ಎಂದು ಸಮಾಜದ ಮುಖಂಡ ಭರತೇಶ ಬನವಣೆ ಹೇಳಿದರು. ನಗರದ ಜೈನ ಬಸದಿಯಲ್ಲಿ ಏರ್ಪಡಿಸಿದ್ದ ಧಾರ್ಮಿಕ ಕಾರ್ಯಕ್ರಮದಲ್ಲಿ ಪಾಲ್ಗೊಂಡು ಮಾತನಾಡಿದರು. (252, 1206, 412, 1291)
column-rule (245, 60, 246, 1440)
cm-offering-photo (656, 104, 918, 276)
teachers-headline: ಜೆಪಿಟಿ ಶಿಕ್ಷಕರಿಗೆ ಸ್ವಾಗತ ಮತ್ತು ಸರ್ವ ಸದಸ್ಯರ ಮಹಾಸಭೆ (728, 1090, 918, 1134)
teachers-body: (ಹಸಿರುಕ್ರಾಂತಿ ವರದಿ) ರಾಯಬಾಗ,ಸೆ.23 : ನೂತನ ಜೆಪಿಟಿ ಶಿಕ್ಷಕರ ಸ್ವಾಗತ ಸಮಾರಂಭ ಹಾಗೂ ಸರ್ವ ಸದಸ್ಯರ ಮಹಾಸಭೆ ಜರುಗಿತು. ತಾಲೂಕಿನ ಪ್ರಾಥಮಿಕ ಶಾಲೆಗಳಿಗೆ ನೇಮಕಗೊಂಡ ಒಟ್ಟು 150 ಪದವೀಧರ ಪ್ರಾಥಮಿಕ ಶಿಕ್ಷಕರನ್ನು (6-8) ಕರ್ನಾಟಕ ರಾಜ್ಯ ಪದವೀಧರ ಪ್ರಾಥಮಿಕ ಶಿಕ್ಷಕರ ಸಂಘದ ವತಿಯಿಂದ ಸ್ವಾಗತಿಸಲಾಯಿತು. ಕಾರ್ಯಕ್ರಮದಲ್ಲಿ ಶಾಸಕರು ಮಾತನಾಡಿ ಶಿಕ್ಷಕರು ಸಮಾಜದ ಶಿಲ್ಪಿಗಳು, ಮಕ್ಕಳ ಭವಿಷ್ಯ ರೂಪಿಸುವ ಮಹತ್ವದ ಜವಾಬ್ದಾರಿ ಶಿಕ್ಷಕರ ಮೇಲಿದೆ ಎಂದು ಹೇಳಿದರು. ಸಂಘದ ಪದಾಧಿಕಾರಿಗಳು, ಶಿಕ್ಷಣ ಇಲಾಖೆಯ ಅಧಿಕಾರಿಗಳು ಹಾಗೂ ಶಿಕ್ಷಕರು ಉಪಸ್ಥಿತರಿದ್ದರು. **** (728, 1224, 918, 1320)
